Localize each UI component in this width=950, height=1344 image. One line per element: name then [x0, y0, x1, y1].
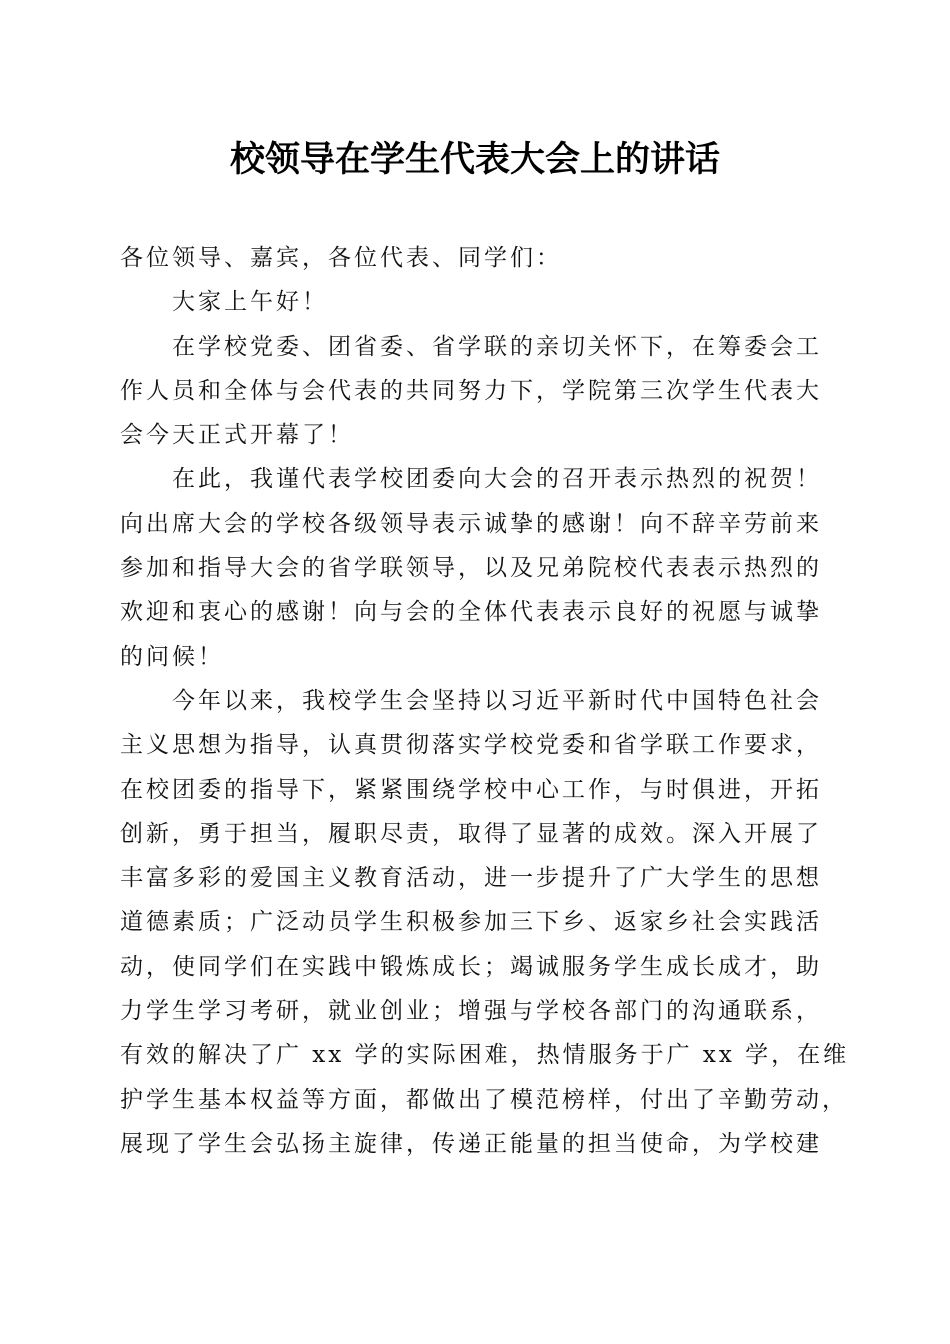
- body-line: 展现了学生会弘扬主旋律，传递正能量的担当使命，为学校建: [120, 1130, 822, 1157]
- body-line: 会今天正式开幕了！: [120, 422, 354, 449]
- body-line: 道德素质；广泛动员学生积极参加三下乡、返家乡社会实践活: [120, 909, 822, 936]
- body-line: 参加和指导大会的省学联领导，以及兄弟院校代表表示热烈的: [120, 555, 822, 582]
- body-line: 创新，勇于担当，履职尽责，取得了显著的成效。深入开展了: [120, 820, 822, 847]
- body-line: 各位领导、嘉宾，各位代表、同学们：: [120, 245, 562, 271]
- body-line: 向出席大会的学校各级领导表示诚挚的感谢！向不辞辛劳前来: [120, 510, 822, 537]
- body-line: 今年以来，我校学生会坚持以习近平新时代中国特色社会: [172, 687, 822, 714]
- body-line: 在校团委的指导下，紧紧围绕学校中心工作，与时俱进，开拓: [120, 776, 822, 803]
- body-line: 动，使同学们在实践中锻炼成长；竭诚服务学生成长成才，助: [120, 953, 822, 980]
- body-line: 在此，我谨代表学校团委向大会的召开表示热烈的祝贺！: [172, 466, 822, 493]
- body-line: 欢迎和衷心的感谢！向与会的全体代表表示良好的祝愿与诚挚: [120, 599, 822, 626]
- body-line: 大家上午好！: [172, 289, 328, 316]
- body-line: 作人员和全体与会代表的共同努力下，学院第三次学生代表大: [120, 377, 822, 404]
- body-line: 有效的解决了广 xx 学的实际困难，热情服务于广 xx 学，在维: [120, 1042, 850, 1069]
- body-line: 丰富多彩的爱国主义教育活动，进一步提升了广大学生的思想: [120, 865, 822, 892]
- document-title: 校领导在学生代表大会上的讲话: [229, 139, 720, 180]
- body-line: 力学生学习考研，就业创业；增强与学校各部门的沟通联系，: [120, 998, 822, 1025]
- body-line: 在学校党委、团省委、省学联的亲切关怀下，在筹委会工: [172, 333, 822, 360]
- document-body: [120, 236, 850, 1166]
- body-line: 主义思想为指导，认真贯彻落实学校党委和省学联工作要求，: [120, 732, 822, 759]
- body-line: 护学生基本权益等方面，都做出了模范榜样，付出了辛勤劳动，: [120, 1086, 848, 1113]
- body-line: 的问候！: [120, 643, 224, 670]
